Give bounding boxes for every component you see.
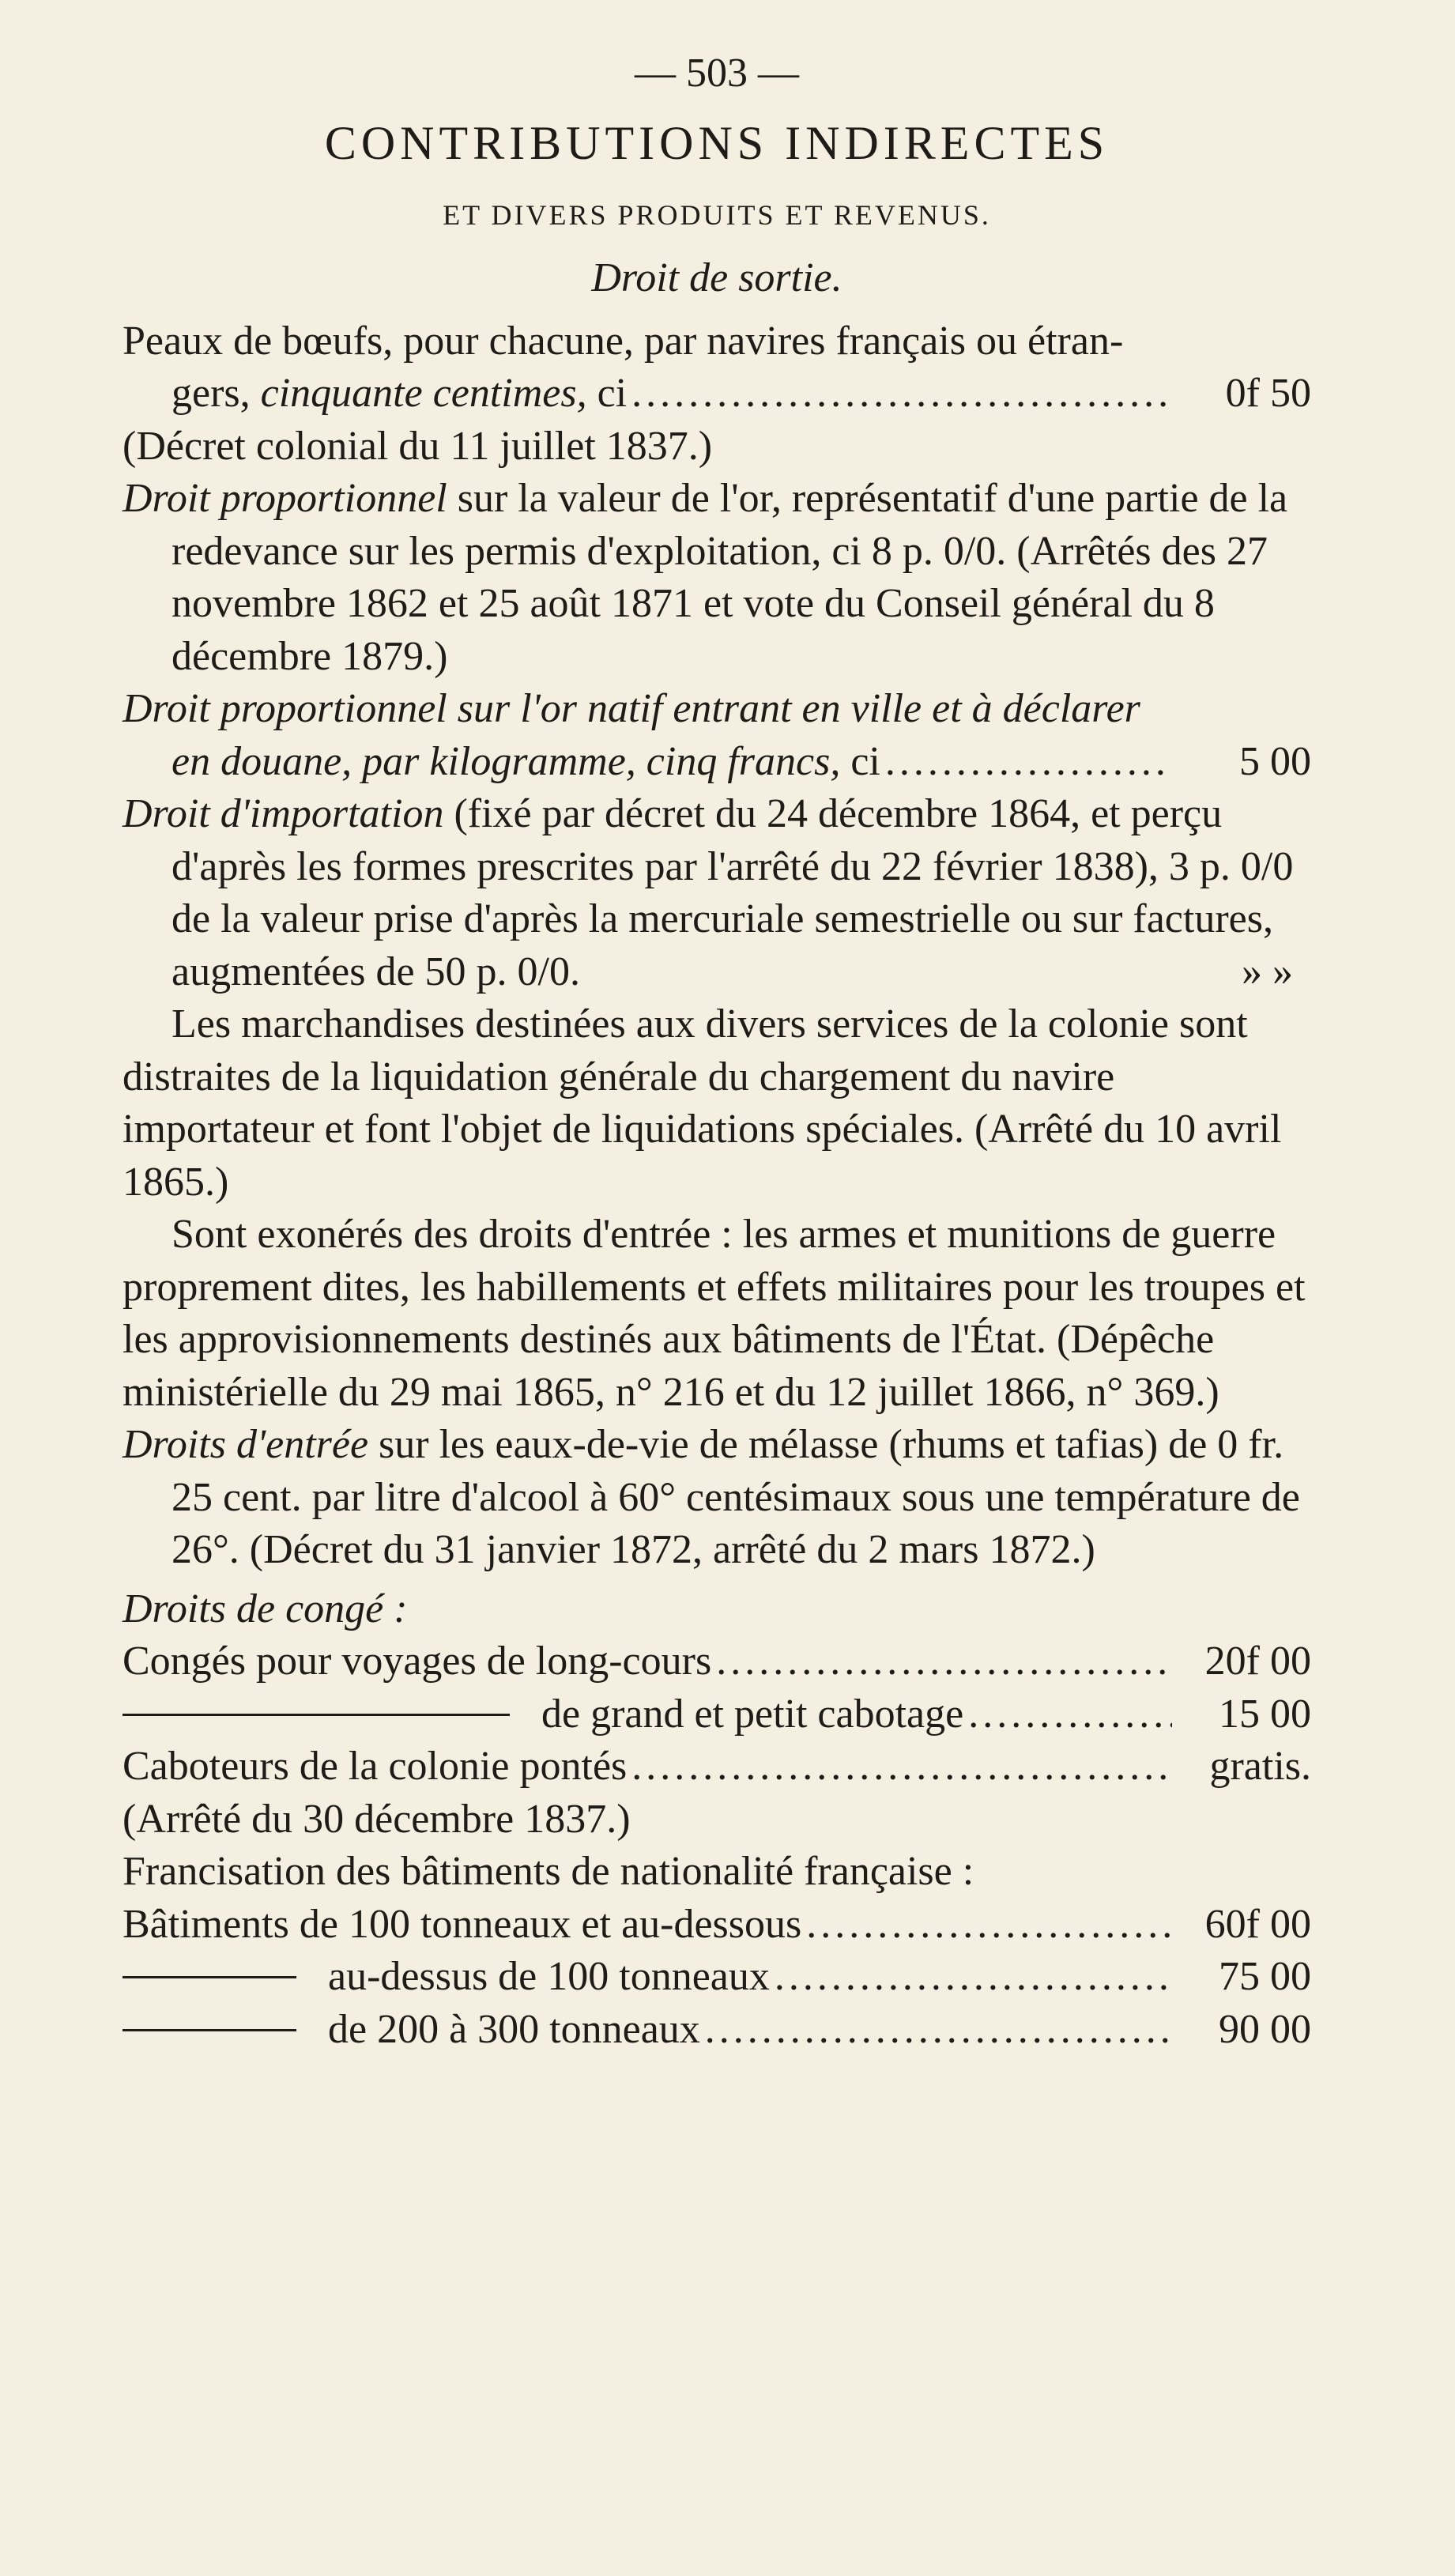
entry-text: gers, <box>172 371 251 416</box>
entry-peaux-de-boeufs <box>123 315 1311 473</box>
entry-text: sur les eaux-de-vie de mélasse (rhums et tafias) de 0 fr. 25 cent. par litre d'alcool à 60° centésimaux sous une température de 26°. (Décret du 31 janvier 1872, arrêté du 2 mars 1872.) <box>172 1422 1300 1572</box>
entry-italic: Droit proportionnel <box>123 476 447 521</box>
conge-row: Congés pour voyages de long-cours . . . 20f 00 <box>123 1635 1311 1688</box>
row-amount: 15 00 <box>1219 1691 1311 1737</box>
paragraph-marchandises: Les marchandises destinées aux divers services de la colonie sont distraites de la liquidation générale du chargement du navire importateur et font l'objet de liquidations spéciales. (Arrêté du 10 avril 1865.) <box>123 1001 1282 1205</box>
francisation-row: au-dessus de 100 tonneaux . . . 75 00 <box>123 1951 1311 2004</box>
conge-heading: Droits de congé : <box>123 1586 408 1631</box>
leader-dots <box>631 368 1172 421</box>
entry-ci: ci <box>850 738 880 784</box>
entry-italic-line: Droit proportionnel sur l'or natif entrant en ville et à déclarer <box>123 686 1140 731</box>
page-number: — 503 — <box>635 51 799 96</box>
entry-note: (Décret colonial du 11 juillet 1837.) <box>123 423 713 469</box>
row-amount: 20f 00 <box>1204 1639 1311 1684</box>
ditto-rule <box>123 1714 510 1716</box>
row-amount: gratis. <box>1209 1744 1311 1789</box>
francisation-row: de 200 à 300 tonneaux . . . 90 00 <box>123 2004 1311 2057</box>
leader-dots <box>705 2004 1172 2057</box>
conge-note: (Arrêté du 30 décembre 1837.) <box>123 1796 631 1842</box>
entry-droit-importation <box>123 788 1311 998</box>
entry-droits-entree <box>123 1419 1311 1577</box>
ditto-rule <box>123 2029 296 2031</box>
row-amount: 60f 00 <box>1204 1901 1311 1947</box>
section-title: CONTRIBUTIONS INDIRECTES <box>324 116 1110 169</box>
leader-dots <box>968 1688 1172 1741</box>
entry-ci: ci <box>597 371 628 416</box>
entry-amount: 5 00 <box>1239 738 1311 784</box>
leader-dots <box>775 1951 1172 2004</box>
leader-dots <box>716 1635 1172 1688</box>
section-heading: Droit de sortie. <box>591 255 842 300</box>
section-subtitle: ET DIVERS PRODUITS ET REVENUS. <box>443 198 991 231</box>
conge-row: Caboteurs de la colonie pontés . . . gratis. <box>123 1741 1311 1793</box>
entry-italic-line: en douane, par kilogramme, cinq francs, <box>172 738 841 784</box>
entry-italic: cinquante centimes, <box>260 371 587 416</box>
row-amount: 75 00 <box>1219 1954 1311 1999</box>
entry-amount: » » <box>1242 949 1293 994</box>
ditto-rule <box>123 1976 296 1978</box>
leader-dots <box>885 736 1172 789</box>
conge-row: de grand et petit cabotage . . . 15 00 <box>123 1688 1311 1741</box>
entry-italic: Droit d'importation <box>123 791 444 836</box>
row-amount: 90 00 <box>1219 2006 1311 2052</box>
leader-dots <box>806 1899 1172 1952</box>
entry-text: sur la valeur de l'or, représentatif d'une partie de la redevance sur les permis d'exploitation, ci 8 p. 0/0. (Arrêtés des 27 novembre 1862 et 25 août 1871 et vote du Conseil général du 8 décembre 1879.) <box>172 476 1288 679</box>
paragraph-exoneres: Sont exonérés des droits d'entrée : les armes et munitions de guerre proprement dites, les habillements et effets militaires pour les troupes et les approvisionnements destinés aux bâtiments de l'État. (Dépêche ministérielle du 29 mai 1865, n° 216 et du 12 juillet 1866, n° 369.) <box>123 1212 1306 1415</box>
entry-text: (fixé par décret du 24 décembre 1864, et perçu d'après les formes prescrites par l'arrêté du 22 février 1838), 3 p. 0/0 de la valeur prise d'après la mercuriale semestrielle ou sur factures, augmentées de 50 p. 0/0. <box>172 791 1294 994</box>
entry-or-natif <box>123 683 1311 788</box>
entry-italic: Droits d'entrée <box>123 1422 369 1467</box>
francisation-row: Bâtiments de 100 tonneaux et au-dessous . . . 60f 00 <box>123 1899 1311 1952</box>
leader-dots <box>631 1741 1172 1793</box>
entry-text: Peaux de bœufs, pour chacune, par navires français ou étran- <box>123 318 1124 364</box>
entry-droit-proportionnel <box>123 473 1311 683</box>
entry-amount: 0f 50 <box>1225 371 1311 416</box>
francisation-heading: Francisation des bâtiments de nationalité française : <box>123 1849 974 1894</box>
